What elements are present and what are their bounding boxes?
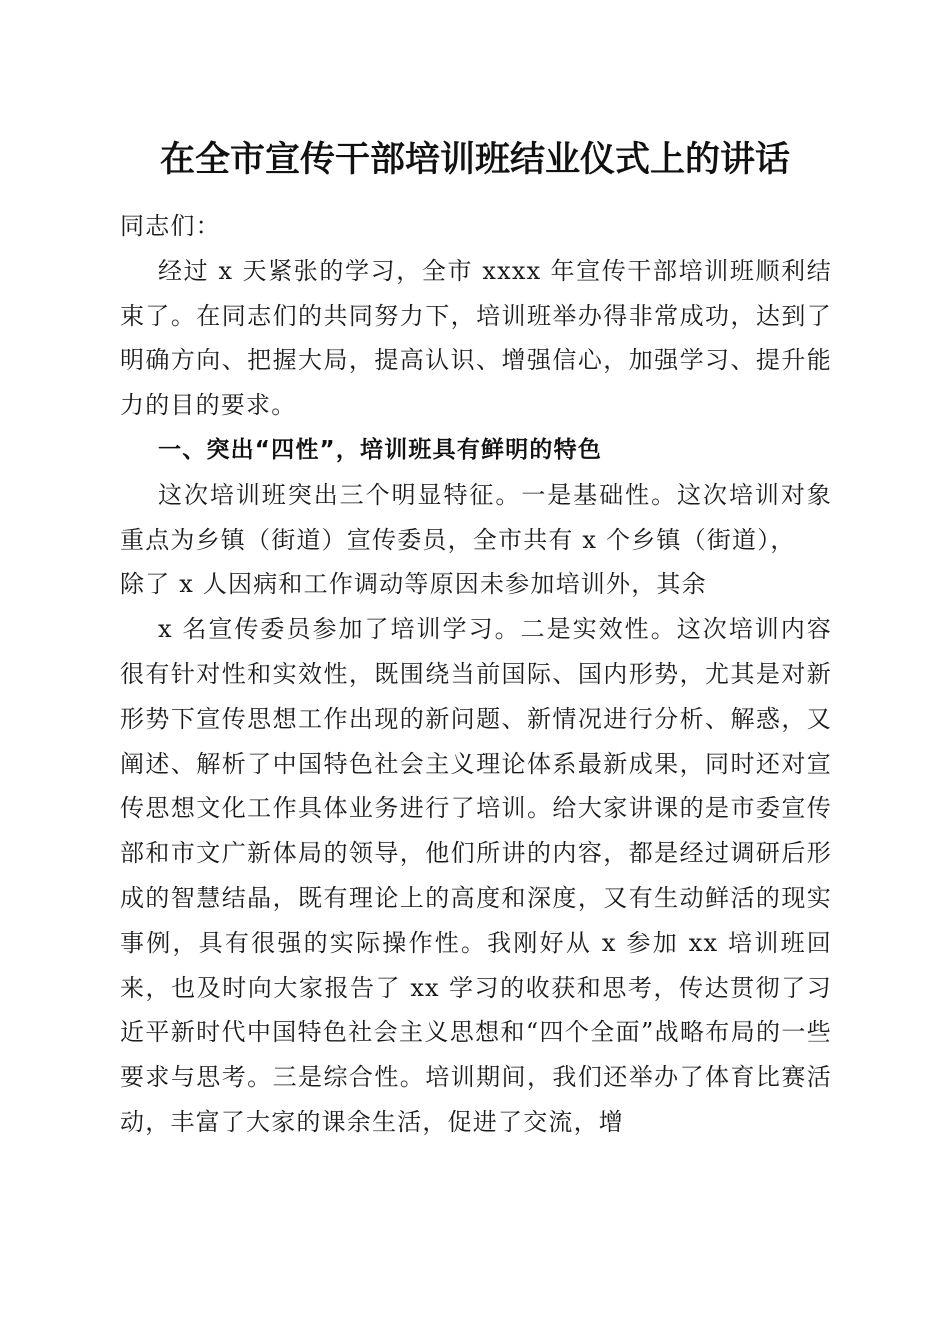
section-paragraph: 这次培训班突出三个明显特征。一是基础性。这次培训对象重点为乡镇（街道）宣传委员，全市共有 x 个乡镇（街道）， — [120, 480, 832, 554]
intro-paragraph: 经过 x 天紧张的学习，全市 xxxx 年宣传干部培训班顺利结束了。在同志们的共同努力下，培训班举办得非常成功，达到了明确方向、把握大局，提高认识、增强信心，加强学习、提升能力的目的要求。 — [120, 256, 832, 420]
section-heading: 一、突出“四性”，培训班具有鲜明的特色 — [158, 436, 603, 463]
document-body — [120, 204, 832, 1145]
document-title: 在全市宣传干部培训班结业仪式上的讲话 — [159, 139, 790, 180]
greeting: 同志们： — [120, 212, 221, 240]
section-paragraph-line: 除了 x 人因病和工作调动等原因未参加培训外，其余 — [120, 570, 707, 599]
section-paragraph: x 名宣传委员参加了培训学习。二是实效性。这次培训内容很有针对性和实效性，既围绕当前国际、国内形势，尤其是对新形势下宣传思想工作出现的新问题、新情况进行分析、解惑，又阐述、解析了中国特色社会主义理论体系最新成果，同时还对宣传思想文化工作具体业务进行了培训。给大家讲课的是市委宣传部和市文广新体局的领导，他们所讲的内容，都是经过调研后形成的智慧结晶，既有理论上的高度和深度，又有生动鲜活的现实事例，具有很强的实际操作性。我刚好从 x 参加 xx 培训班回来，也及时向大家报告了 xx 学习的收获和思考，传达贯彻了习近平新时代中国特色社会主义思想和“四个全面”战略布局的一些要求与思考。三是综合性。培训期间，我们还举办了体育比赛活动，丰富了大家的课余生活，促进了交流，增 — [120, 615, 832, 1136]
